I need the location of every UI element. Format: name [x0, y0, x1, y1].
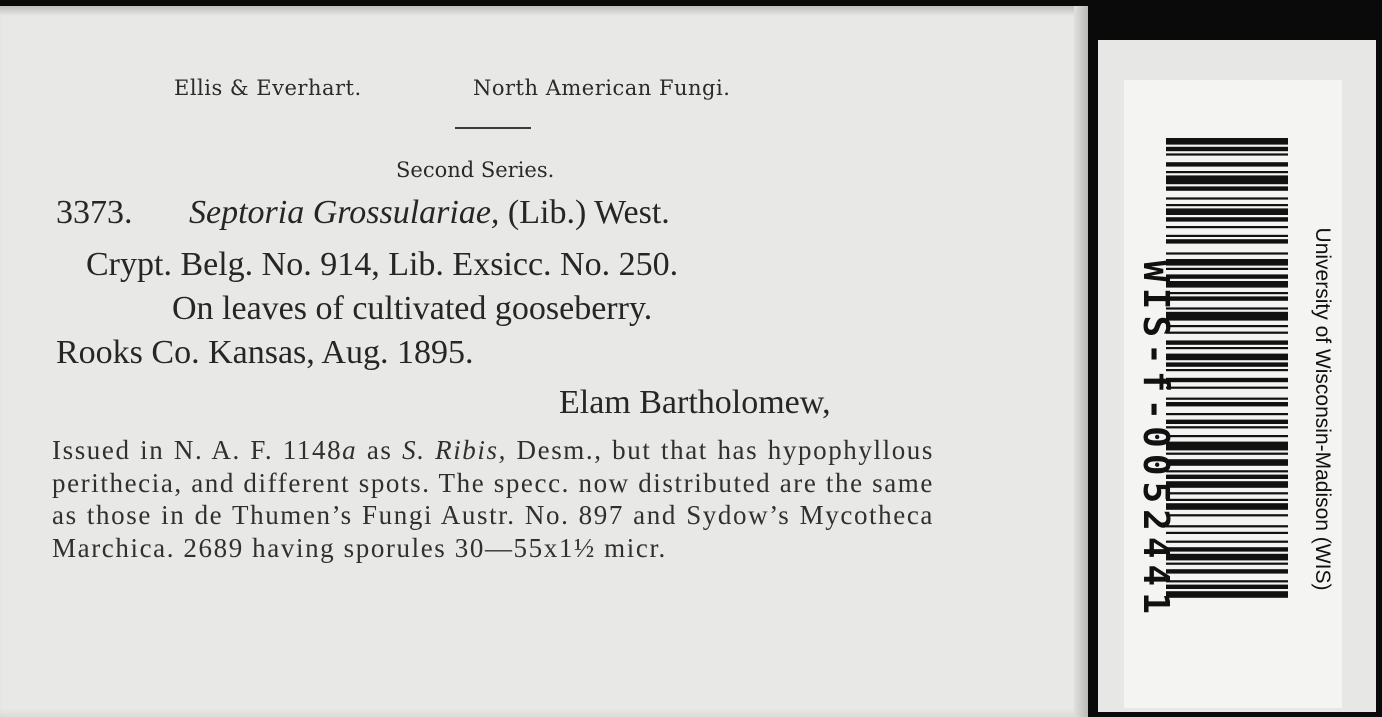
series-line: Second Series.: [396, 158, 555, 182]
reference-line: Crypt. Belg. No. 914, Lib. Exsicc. No. 250.: [86, 246, 679, 283]
barcode-bar: [1166, 312, 1288, 321]
barcode-bar: [1166, 378, 1288, 382]
barcode-bar: [1166, 147, 1288, 151]
barcode-bar: [1166, 585, 1288, 589]
barcode-bar: [1166, 591, 1288, 598]
host-line: On leaves of cultivated gooseberry.: [172, 290, 653, 327]
barcode-bar: [1166, 569, 1288, 573]
barcode-bar: [1166, 499, 1288, 501]
barcode-bar: [1166, 325, 1288, 327]
species-line: [56, 194, 670, 232]
barcode-bar: [1166, 362, 1288, 366]
note-part-2: as: [357, 435, 403, 465]
barcode-bar: [1166, 435, 1288, 437]
barcode: [1166, 138, 1288, 648]
barcode-bar: [1166, 580, 1288, 582]
note-part-1-suffix: a: [342, 435, 358, 465]
barcode-bar: [1166, 481, 1288, 488]
specimen-id: WIS-f-0052441: [1135, 260, 1176, 620]
barcode-bar: [1166, 162, 1288, 166]
barcode-bar: [1166, 186, 1288, 190]
barcode-bar: [1166, 235, 1288, 237]
barcode-bar: [1166, 369, 1288, 371]
barcode-bar: [1166, 453, 1288, 455]
note-part-1: Issued in N. A. F. 1148: [52, 435, 343, 465]
barcode-bar: [1166, 292, 1288, 294]
barcode-bar: [1166, 217, 1288, 221]
barcode-bar: [1166, 274, 1288, 278]
barcode-bar: [1166, 442, 1288, 451]
barcode-bar: [1166, 475, 1288, 479]
barcode-bar: [1166, 420, 1288, 424]
barcode-bar: [1166, 138, 1288, 145]
barcode-bar: [1166, 252, 1288, 254]
barcode-bar: [1166, 541, 1288, 543]
barcode-bar: [1166, 503, 1288, 510]
barcode-bar: [1166, 259, 1288, 266]
barcode-bar: [1166, 296, 1288, 300]
card-edge-shadow: [0, 6, 1088, 16]
barcode-bar: [1166, 398, 1288, 400]
barcode-bar: [1166, 153, 1288, 155]
locality-line: Rooks Co. Kansas, Aug. 1895.: [56, 334, 474, 371]
barcode-bar: [1166, 307, 1288, 309]
barcode-bar: [1166, 340, 1288, 344]
barcode-bar: [1166, 171, 1288, 173]
herbarium-label: [0, 6, 1088, 717]
barcode-bar: [1166, 514, 1288, 516]
barcode-bar: [1166, 208, 1288, 215]
barcode-bar: [1166, 402, 1288, 406]
species-name: Septoria Grossulariae,: [189, 194, 500, 231]
barcode-bar: [1166, 204, 1288, 206]
barcode-bar: [1166, 239, 1288, 243]
note-part-3: S. Ribis,: [402, 435, 507, 465]
barcode-bar: [1166, 492, 1288, 494]
institution-name: University of Wisconsin-Madison (WIS): [1311, 227, 1334, 591]
barcode-bar: [1166, 532, 1288, 534]
collector-line: Elam Bartholomew,: [559, 384, 831, 421]
barcode-bar: [1166, 281, 1288, 288]
barcode-bar: [1166, 413, 1288, 415]
barcode-bar: [1166, 459, 1288, 466]
barcode-bar: [1166, 268, 1288, 270]
header-rule: [455, 127, 531, 129]
label-note: [52, 434, 934, 564]
barcode-bar: [1166, 470, 1288, 472]
barcode-bar: [1166, 547, 1288, 551]
barcode-bar: [1166, 525, 1288, 527]
barcode-bar: [1166, 426, 1288, 428]
header-authors: Ellis & Everhart.: [174, 76, 362, 100]
barcode-bar: [1166, 175, 1288, 184]
barcode-bar: [1166, 197, 1288, 199]
barcode-bar: [1166, 354, 1288, 361]
header-title: North American Fungi.: [473, 76, 731, 100]
barcode-bar: [1166, 563, 1288, 565]
barcode-bar: [1166, 347, 1288, 349]
card-right-edge: [1074, 6, 1088, 717]
exsiccata-number: 3373.: [56, 194, 133, 231]
barcode-bar: [1166, 332, 1288, 334]
barcode-bar: [1166, 387, 1288, 389]
species-authority: (Lib.) West.: [507, 194, 670, 231]
barcode-bar: [1166, 226, 1288, 228]
note-part-4: Desm., but that has hypophyllous perithecia, and different spots. The specc. now distributed are the same as those in de Thumen’s Fungi Austr. No. 897 and Sydow’s Mycotheca Marchica. 2689 having sporules 30—55x1½ micr.: [52, 435, 934, 563]
barcode-bar: [1166, 554, 1288, 561]
